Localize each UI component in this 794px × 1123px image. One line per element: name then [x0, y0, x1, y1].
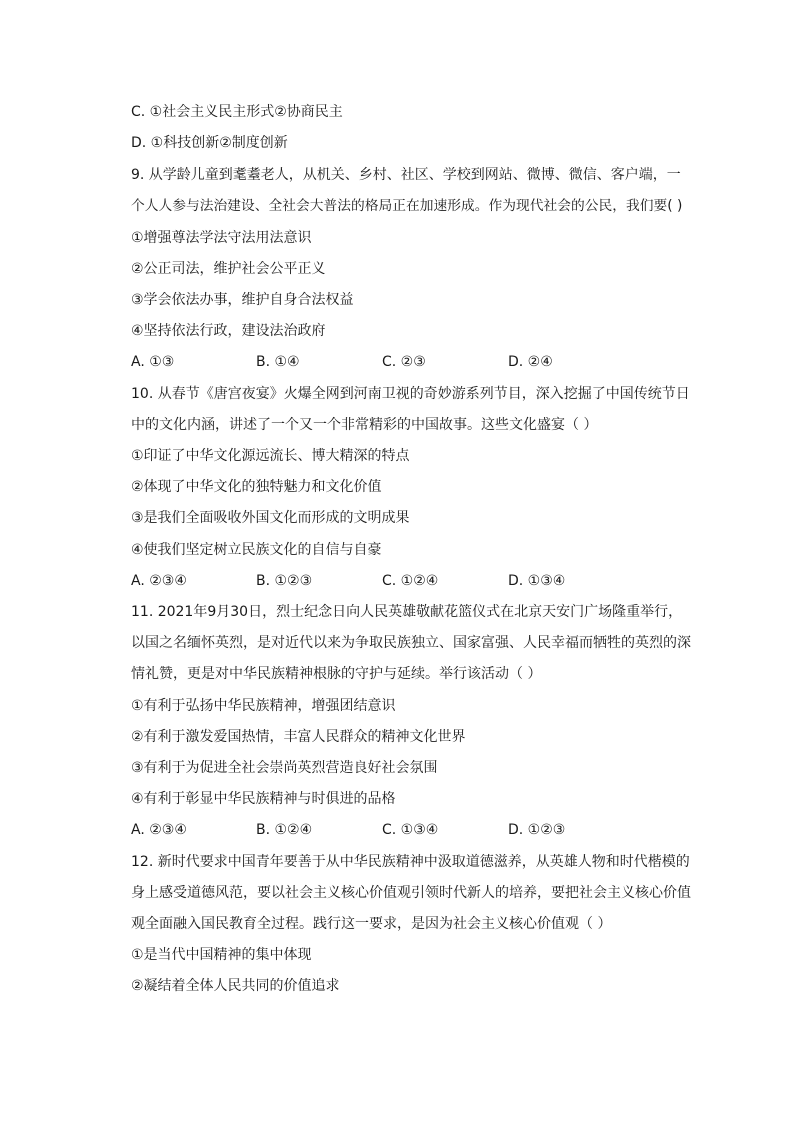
q9-statement-1: ①增强尊法学法守法用法意识 [131, 230, 312, 246]
q10-statement-4: ④使我们坚定树立民族文化的自信与自豪 [131, 542, 382, 558]
q12-statement-1: ①是当代中国精神的集中体现 [131, 947, 312, 963]
q10-options [131, 571, 691, 591]
q9-statement-4: ④坚持依法行政，建设法治政府 [131, 323, 326, 339]
q12-stem-line-2: 身上感受道德风范，要以社会主义核心价值观引领时代新人的培养，要把社会主义核心价值 [131, 885, 691, 901]
q8-option-d: D. ①科技创新②制度创新 [131, 135, 288, 151]
q9-option-c: C. ②③ [382, 354, 426, 370]
q10-option-b: B. ①②③ [256, 573, 313, 589]
q11-statement-2: ②有利于激发爱国热情，丰富人民群众的精神文化世界 [131, 729, 466, 745]
q11-option-c: C. ①③④ [382, 822, 439, 838]
q10-statement-3: ③是我们全面吸收外国文化而形成的文明成果 [131, 510, 410, 526]
q11-statement-4: ④有利于彰显中华民族精神与时俱进的品格 [131, 791, 396, 807]
q8-option-c: C. ①社会主义民主形式②协商民主 [131, 104, 343, 120]
q9-statement-2: ②公正司法，维护社会公平正义 [131, 261, 326, 277]
q9-option-b: B. ①④ [256, 354, 300, 370]
q10-option-c: C. ①②④ [382, 573, 439, 589]
q10-stem-line-1: 10. 从春节《唐宫夜宴》火爆全网到河南卫视的奇妙游系列节目，深入挖掘了中国传统节日 [131, 386, 690, 402]
q11-option-d: D. ①②③ [508, 822, 566, 838]
q11-statement-1: ①有利于弘扬中华民族精神，增强团结意识 [131, 698, 396, 714]
q10-statement-2: ②体现了中华文化的独特魅力和文化价值 [131, 479, 382, 495]
q9-option-a: A. ①③ [131, 354, 175, 370]
q11-stem-line-3: 情礼赞，更是对中华民族精神根脉的守护与延续。举行该活动（ ） [131, 666, 542, 682]
q11-options [131, 820, 691, 840]
q9-statement-3: ③学会依法办事，维护自身合法权益 [131, 292, 354, 308]
q11-option-a: A. ②③④ [131, 822, 187, 838]
q10-option-a: A. ②③④ [131, 573, 187, 589]
q12-stem-line-1: 12. 新时代要求中国青年要善于从中华民族精神中汲取道德滋养，从英雄人物和时代楷模的 [131, 854, 690, 870]
q9-options [131, 352, 691, 372]
q12-statement-2: ②凝结着全体人民共同的价值追求 [131, 978, 340, 994]
q9-option-d: D. ②④ [508, 354, 553, 370]
q11-stem-line-1: 11. 2021年9月30日，烈士纪念日向人民英雄敬献花篮仪式在北京天安门广场隆重举行， [131, 604, 683, 620]
q11-option-b: B. ①②④ [256, 822, 313, 838]
q11-statement-3: ③有利于为促进全社会崇尚英烈营造良好社会氛围 [131, 760, 438, 776]
q12-stem-line-3: 观全面融入国民教育全过程。践行这一要求，是因为社会主义核心价值观（ ） [131, 916, 612, 932]
q10-option-d: D. ①③④ [508, 573, 566, 589]
q10-stem-line-2: 中的文化内涵，讲述了一个又一个非常精彩的中国故事。这些文化盛宴（ ） [131, 417, 598, 433]
q11-stem-line-2: 以国之名缅怀英烈，是对近代以来为争取民族独立、国家富强、人民幸福而牺牲的英烈的深 [131, 635, 691, 651]
q9-stem-line-2: 个人人参与法治建设、全社会大普法的格局正在加速形成。作为现代社会的公民，我们要( ) [131, 198, 683, 214]
q9-stem-line-1: 9. 从学龄儿童到耄耋老人，从机关、乡村、社区、学校到网站、微博、微信、客户端，一 [131, 167, 681, 183]
q10-statement-1: ①印证了中华文化源远流长、博大精深的特点 [131, 448, 410, 464]
